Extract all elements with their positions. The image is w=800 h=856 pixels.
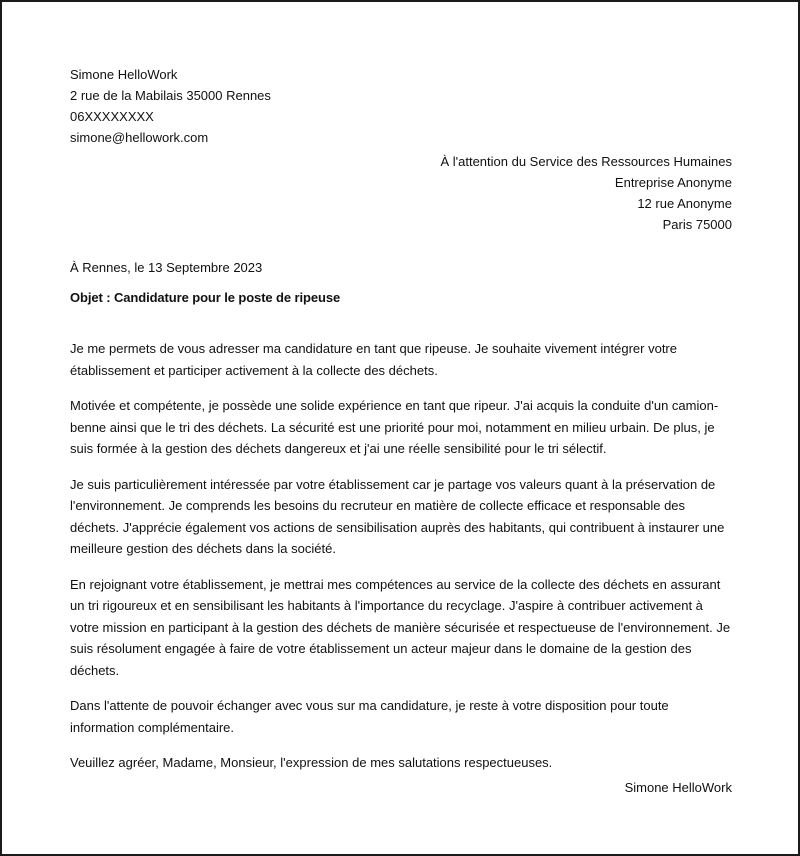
sender-block: [70, 64, 271, 148]
letter-content: [70, 2, 732, 854]
letter-body: [70, 338, 732, 774]
body-paragraph: Dans l'attente de pouvoir échanger avec vous sur ma candidature, je reste à votre disposition pour toute information complémentaire.: [70, 698, 669, 735]
recipient-block: [440, 151, 732, 235]
recipient-company: Entreprise Anonyme: [614, 175, 732, 190]
recipient-attention: À l'attention du Service des Ressources Humaines: [440, 154, 732, 169]
recipient-street: 12 rue Anonyme: [637, 196, 732, 211]
body-paragraph: Je suis particulièrement intéressée par votre établissement car je partage vos valeurs quant à la préservation de l'environnement. Je comprends les besoins du recruteur en matière de collecte efficace et responsable des déchets. J'apprécie également vos actions de sensibilisation auprès des habitants, qui contribuent à instaurer une meilleure gestion des déchets dans la société.: [70, 476, 725, 556]
body-paragraph: Motivée et compétente, je possède une solide expérience en tant que ripeur. J'ai acquis la conduite d'un camion-benne ainsi que le tri des déchets. La sécurité est une priorité pour moi, notamment en milieu urbain. De plus, je suis formée à la gestion des déchets dangereux et j'ai une réelle sensibilité pour le tri sélectif.: [70, 398, 719, 456]
body-paragraph: En rejoignant votre établissement, je mettrai mes compétences au service de la collecte des déchets en assurant un tri rigoureux et en sensibilisant les habitants à l'importance du recyclage. J'aspire à contribuer activement à votre mission en participant à la gestion des déchets de manière sécurisée et respectueuse de l'environnement. Je suis résolument engagée à faire de votre établissement un acteur majeur dans le domaine de la gestion des déchets.: [70, 576, 731, 678]
subject-line: Objet : Candidature pour le poste de ripeuse: [70, 290, 341, 305]
body-paragraph: Veuillez agréer, Madame, Monsieur, l'expression de mes salutations respectueuses.: [70, 755, 553, 770]
recipient-city: Paris 75000: [662, 217, 732, 232]
sender-phone: 06XXXXXXXX: [70, 109, 154, 124]
sender-name: Simone HelloWork: [70, 67, 178, 82]
sender-address: 2 rue de la Mabilais 35000 Rennes: [70, 88, 271, 103]
dateline: À Rennes, le 13 Septembre 2023: [70, 260, 263, 275]
body-paragraph: Je me permets de vous adresser ma candidature en tant que ripeuse. Je souhaite vivement intégrer votre établissement et participer activement à la collecte des déchets.: [70, 341, 677, 378]
signature-name: Simone HelloWork: [624, 780, 732, 795]
sender-email: simone@hellowork.com: [70, 130, 209, 145]
